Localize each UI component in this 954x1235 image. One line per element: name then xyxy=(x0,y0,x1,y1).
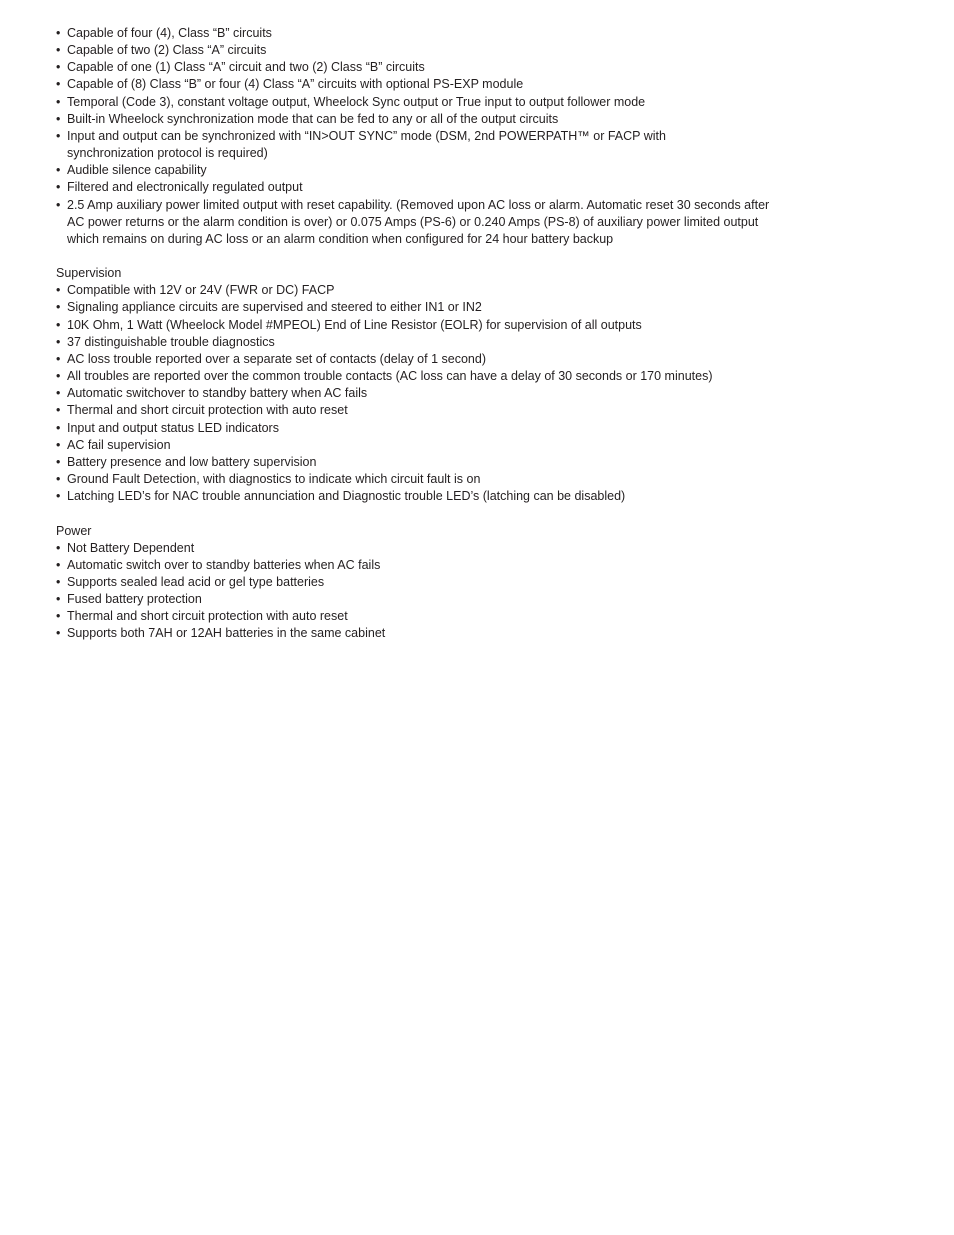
list-item: • Battery presence and low battery supervision xyxy=(56,454,916,471)
list-item: • Temporal (Code 3), constant voltage output, Wheelock Sync output or True input to output follower mode xyxy=(56,94,916,111)
list-item: • Audible silence capability xyxy=(56,162,916,179)
list-item: • Filtered and electronically regulated output xyxy=(56,179,916,196)
features-list xyxy=(56,25,916,248)
list-item: • Fused battery protection xyxy=(56,591,916,608)
list-item: • Thermal and short circuit protection with auto reset xyxy=(56,608,916,625)
list-item: • Capable of two (2) Class “A” circuits xyxy=(56,42,916,59)
list-item: • Input and output status LED indicators xyxy=(56,420,916,437)
features-section xyxy=(56,25,916,248)
list-item: • Ground Fault Detection, with diagnostics to indicate which circuit fault is on xyxy=(56,471,916,488)
list-item: • All troubles are reported over the common trouble contacts (AC loss can have a delay of 30 seconds or 170 minutes) xyxy=(56,368,916,385)
section-heading-power: Power xyxy=(56,523,92,538)
list-item: • Automatic switch over to standby batteries when AC fails xyxy=(56,557,916,574)
list-item: • Capable of (8) Class “B” or four (4) Class “A” circuits with optional PS-EXP module xyxy=(56,76,916,93)
list-item: • Signaling appliance circuits are supervised and steered to either IN1 or IN2 xyxy=(56,299,916,316)
list-item: • 37 distinguishable trouble diagnostics xyxy=(56,334,916,351)
list-item: • Capable of one (1) Class “A” circuit and two (2) Class “B” circuits xyxy=(56,59,916,76)
list-item: • Supports sealed lead acid or gel type batteries xyxy=(56,574,916,591)
list-item: • AC fail supervision xyxy=(56,437,916,454)
supervision-list xyxy=(56,282,916,505)
list-item: • Input and output can be synchronized with “IN>OUT SYNC” mode (DSM, 2nd POWERPATH™ or FACP with synchronization protocol is required) xyxy=(56,128,916,162)
power-section xyxy=(56,523,916,643)
list-item: • Thermal and short circuit protection with auto reset xyxy=(56,402,916,419)
list-item: • Latching LED’s for NAC trouble annunciation and Diagnostic trouble LED’s (latching can be disabled) xyxy=(56,488,916,505)
list-item: • Capable of four (4), Class “B” circuits xyxy=(56,25,916,42)
section-heading-supervision: Supervision xyxy=(56,266,122,281)
list-item: • Supports both 7AH or 12AH batteries in the same cabinet xyxy=(56,625,916,642)
list-item: • Built-in Wheelock synchronization mode that can be fed to any or all of the output circuits xyxy=(56,111,916,128)
list-item: • Not Battery Dependent xyxy=(56,540,916,557)
supervision-section xyxy=(56,265,916,505)
list-item: • Automatic switchover to standby battery when AC fails xyxy=(56,385,916,402)
list-item: • Compatible with 12V or 24V (FWR or DC) FACP xyxy=(56,282,916,299)
list-item: • 10K Ohm, 1 Watt (Wheelock Model #MPEOL) End of Line Resistor (EOLR) for supervision of all outputs xyxy=(56,317,916,334)
list-item: • AC loss trouble reported over a separate set of contacts (delay of 1 second) xyxy=(56,351,916,368)
power-list xyxy=(56,540,916,643)
document-page xyxy=(56,25,916,643)
list-item: • 2.5 Amp auxiliary power limited output with reset capability. (Removed upon AC loss or alarm. Automatic reset 30 seconds after AC power returns or the alarm condition is over) or 0.075 Amps (PS-6) or 0.240 Amps (PS-8) of auxiliary power limited output which remains on during AC loss or an alarm condition when configured for 24 hour battery backup xyxy=(56,197,827,248)
